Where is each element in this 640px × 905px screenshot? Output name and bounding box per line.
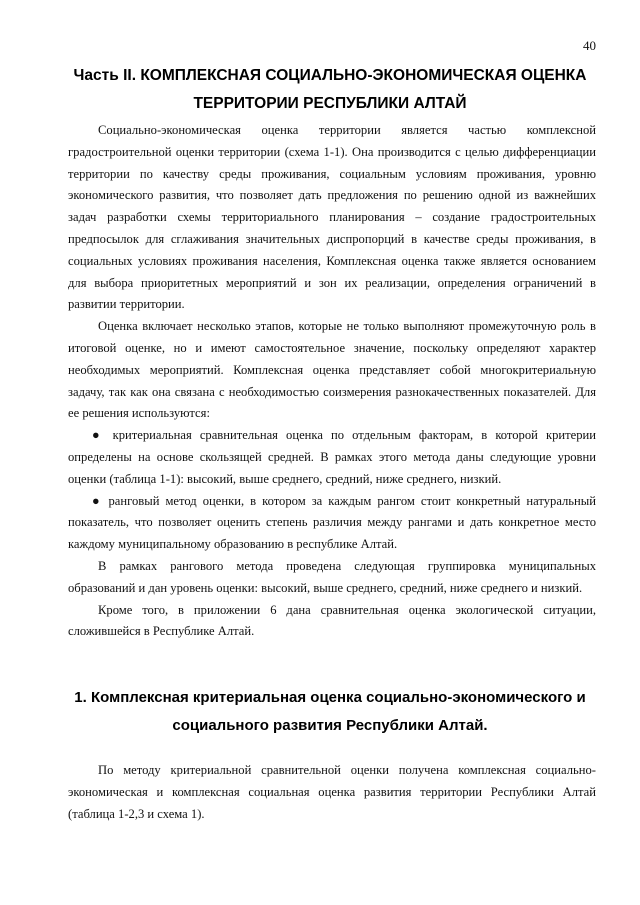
paragraph-stages: Оценка включает несколько этапов, которые не только выполняют промежуточную роль в итоговой оценке, но и имеют самостоятельное значение, поскольку определяют характер необходимых мероприятий. Комплексная оценка представляет собой многокритериальную задачу, так как она связана с необходимостью соизмерения разнокачественных показателей. Для ее решения используются:: [68, 319, 596, 421]
paragraph-grouping: В рамках рангового метода проведена следующая группировка муниципальных образований и дан уровень оценки: высокий, выше среднего, средний, ниже среднего и низкий.: [68, 558, 596, 595]
page-number: 40: [583, 38, 596, 53]
part-heading: Часть II. КОМПЛЕКСНАЯ СОЦИАЛЬНО-ЭКОНОМИЧЕСКАЯ ОЦЕНКА ТЕРРИТОРИИ РЕСПУБЛИКИ АЛТАЙ: [73, 67, 587, 112]
section-heading: 1. Комплексная критериальная оценка социально-экономического и социального развития Республики Алтай.: [74, 689, 586, 734]
paragraph-ecology: Кроме того, в приложении 6 дана сравнительная оценка экологической ситуации, сложившейся в Республике Алтай.: [68, 602, 596, 639]
paragraph-intro: Социально-экономическая оценка территории является частью комплексной градостроительной оценки территории (схема 1-1). Она производится с целью дифференциации территории по качеству среды проживания, социальным условиям проживания, уровню экономического развития, что позволяет дать предложения по решению одной из важнейших задач разработки схемы территориального планирования – создание градостроительных предпосылок для сглаживания значительных диспропорций в качестве среды проживания, в социальных условиях проживания населения, Комплексная оценка также является основанием для выбора приоритетных мероприятий и зон их реализации, определения ограничений в развитии территории.: [68, 123, 596, 312]
closing-text: [68, 760, 596, 825]
body-text: [68, 120, 596, 643]
bullet-rank-method: ● ранговый метод оценки, в котором за каждым рангом стоит конкретный натуральный показатель, что позволяет оценить степень различия между рангами и дать конкретное место каждому муниципальному образованию в республике Алтай.: [68, 493, 596, 552]
bullet-criterial-method: ● критериальная сравнительная оценка по отдельным факторам, в которой критерии определены на основе скользящей средней. В рамках этого метода даны следующие уровни оценки (таблица 1-1): высокий, выше среднего, средний, ниже среднего, низкий.: [68, 428, 596, 486]
paragraph-closing: По методу критериальной сравнительной оценки получена комплексная социально-экономическая и комплексная социальная оценка развития территории Республики Алтай (таблица 1-2,3 и схема 1).: [68, 763, 596, 821]
